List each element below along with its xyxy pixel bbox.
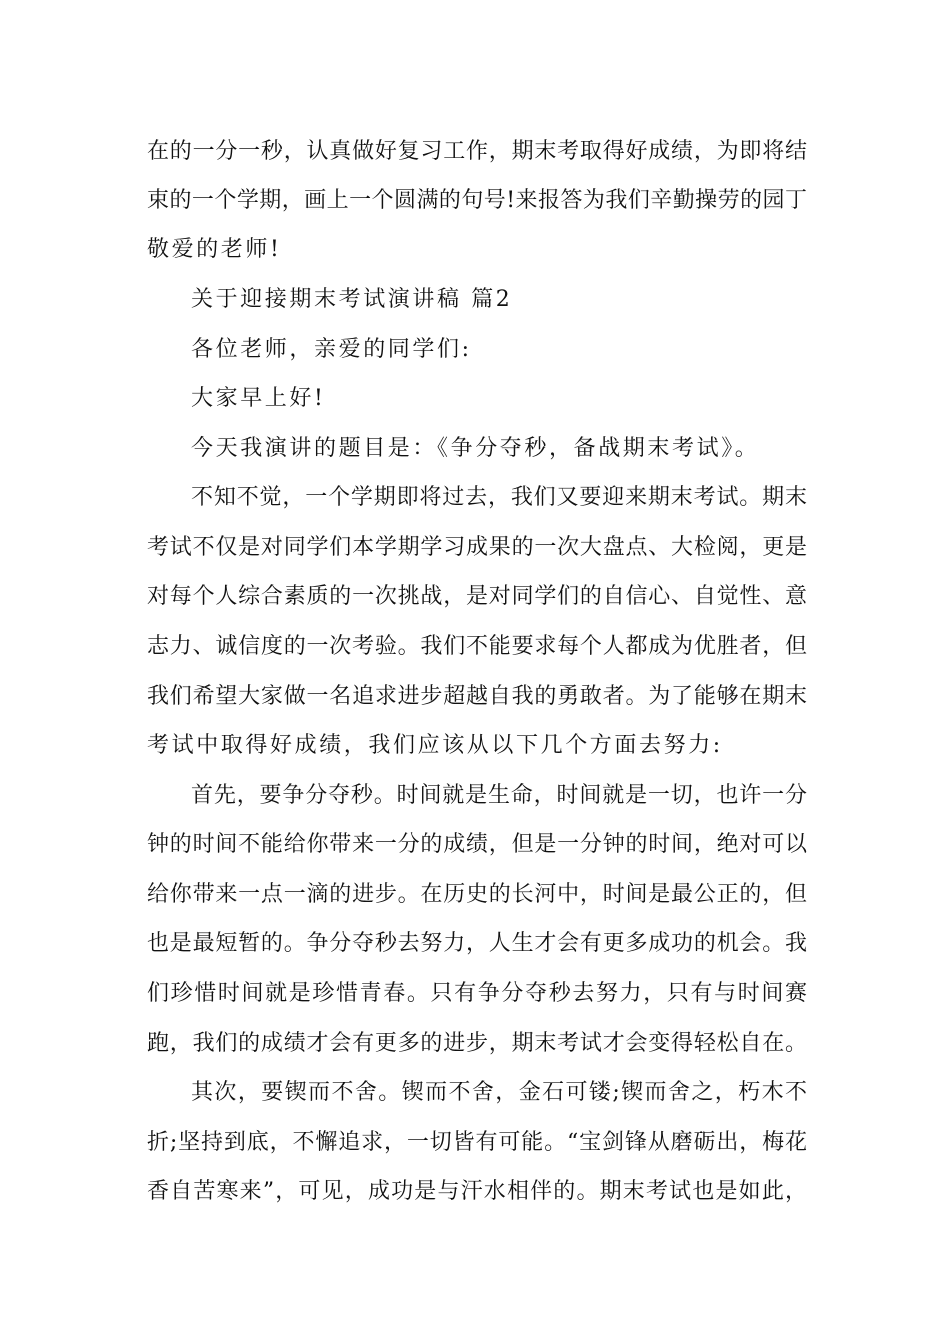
text-line: 首先，要争分夺秒。时间就是生命，时间就是一切，也许一分 — [191, 783, 807, 808]
text-line: 也是最短暂的。争分夺秒去努力，人生才会有更多成功的机会。我 — [147, 931, 807, 956]
text-line: 其次，要锲而不舍。锲而不舍，金石可镂;锲而舍之，朽木不 — [191, 1080, 807, 1105]
text-line: 不知不觉，一个学期即将过去，我们又要迎来期末考试。期末 — [191, 485, 807, 510]
greeting: 大家早上好! — [191, 386, 326, 411]
salutation: 各位老师，亲爱的同学们: — [191, 337, 472, 362]
text-line: 们珍惜时间就是珍惜青春。只有争分夺秒去努力，只有与时间赛 — [147, 981, 807, 1006]
text-line: 对每个人综合素质的一次挑战，是对同学们的自信心、自觉性、意 — [147, 584, 807, 609]
text-line: 给你带来一点一滴的进步。在历史的长河中，时间是最公正的，但 — [147, 882, 807, 907]
text-line: 志力、诚信度的一次考验。我们不能要求每个人都成为优胜者，但 — [147, 634, 807, 659]
text-line: 考试不仅是对同学们本学期学习成果的一次大盘点、大检阅，更是 — [147, 535, 807, 560]
text-line: 折;坚持到底，不懈追求，一切皆有可能。“宝剑锋从磨砺出，梅花 — [147, 1130, 807, 1155]
text-line: 在的一分一秒，认真做好复习工作，期末考取得好成绩，为即将结 — [147, 139, 807, 164]
text-line: 香自苦寒来”，可见，成功是与汗水相伴的。期末考试也是如此， — [147, 1179, 807, 1204]
text-line: 我们希望大家做一名追求进步超越自我的勇敢者。为了能够在期末 — [147, 684, 807, 709]
text-line: 束的一个学期，画上一个圆满的句号!来报答为我们辛勤操劳的园丁 — [147, 188, 807, 213]
text-line: 考试中取得好成绩，我们应该从以下几个方面去努力: — [147, 733, 723, 758]
text-line: 钟的时间不能给你带来一分的成绩，但是一分钟的时间，绝对可以 — [147, 832, 807, 857]
text-line: 跑，我们的成绩才会有更多的进步，期末考试才会变得轻松自在。 — [147, 1031, 807, 1056]
section-title: 关于迎接期末考试演讲稿 篇2 — [191, 287, 513, 312]
speech-topic: 今天我演讲的题目是：《争分夺秒，备战期末考试》。 — [191, 436, 760, 461]
text-line: 敬爱的老师! — [147, 237, 282, 262]
